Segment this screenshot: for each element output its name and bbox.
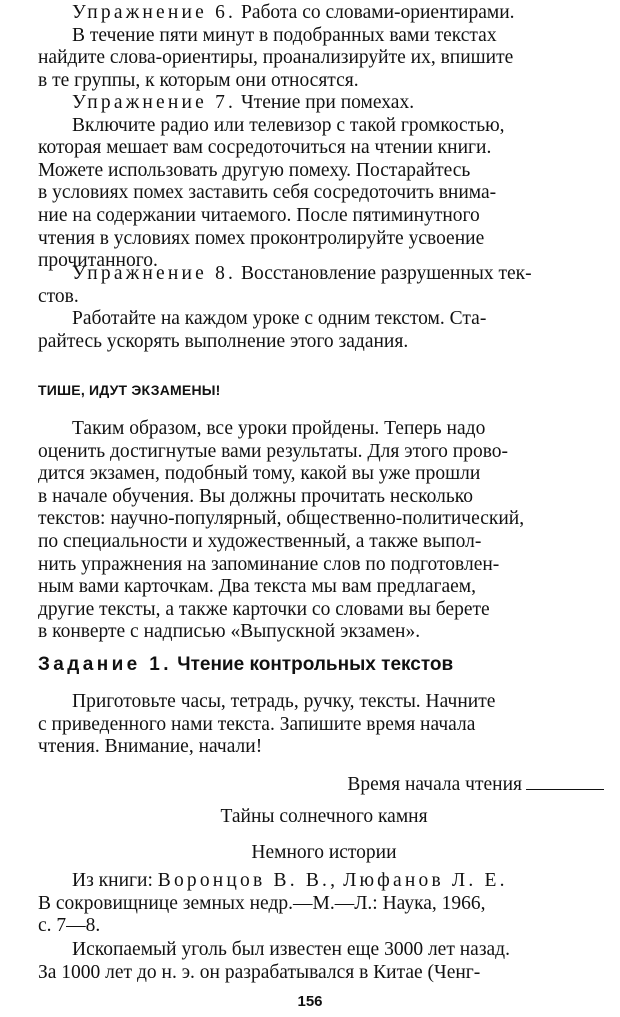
text-line: райтесь ускорять выполнение этого задания. bbox=[38, 330, 409, 352]
exercise-8 bbox=[38, 263, 610, 353]
text-line: Включите радио или телевизор с такой громкостью, bbox=[72, 114, 505, 136]
exercise-7-label: Упражнение 7. bbox=[72, 92, 237, 113]
text-title: Тайны солнечного камня bbox=[220, 806, 428, 827]
text-line: в условиях помех заставить себя сосредоточить внима- bbox=[38, 182, 497, 204]
exercise-8-title: Восстановление разрушенных тек- bbox=[241, 263, 532, 284]
section-heading: ТИШЕ, ИДУТ ЭКЗАМЕНЫ! bbox=[38, 382, 221, 398]
exercise-7 bbox=[38, 92, 610, 273]
text-line: Ископаемый уголь был известен еще 3000 лет назад. bbox=[72, 939, 510, 960]
reading-start-label: Время начала чтения bbox=[347, 774, 522, 795]
exercise-6 bbox=[38, 2, 610, 92]
exercise-7-title: Чтение при помехах. bbox=[241, 92, 415, 113]
text-line: дится экзамен, подобный тому, какой вы уже прошли bbox=[38, 463, 481, 485]
text-line: по специальности и художественный, а также выпол- bbox=[38, 530, 482, 552]
text-line: в начале обучения. Вы должны прочитать несколько bbox=[38, 485, 473, 507]
text-line: Таким образом, все уроки пройдены. Теперь надо bbox=[72, 418, 486, 439]
text-line: найдите слова-ориентиры, проанализируйте их, впишите bbox=[38, 47, 514, 69]
source-author-2: Люфанов Л. Е. bbox=[343, 870, 508, 891]
text-line: в конверте с надписью «Выпускной экзамен». bbox=[38, 621, 421, 643]
task-paragraph bbox=[38, 691, 610, 759]
task-1-label: Задание 1. bbox=[38, 654, 172, 675]
text-line: с приведенного нами текста. Запишите время начала bbox=[38, 713, 476, 735]
task-1-heading bbox=[38, 654, 453, 676]
text-line: оценить достигнутые вами результаты. Для этого прово- bbox=[38, 440, 509, 462]
exam-paragraph bbox=[38, 418, 610, 644]
exercise-8-title-end: стов. bbox=[38, 285, 79, 307]
text-line: чтения в условиях помех проконтролируйте усвоение bbox=[38, 227, 485, 249]
exercise-6-title: Работа со словами-ориентирами. bbox=[241, 2, 515, 23]
text-line: За 1000 лет до н. э. он разрабатывался в Китае (Ченг- bbox=[38, 961, 481, 983]
text-line: чтения. Внимание, начали! bbox=[38, 736, 263, 758]
time-blank-line bbox=[526, 789, 604, 790]
text-line: с. 7—8. bbox=[38, 915, 101, 937]
source-author-1: Воронцов В. В., bbox=[157, 870, 339, 891]
text-line: которая мешает вам сосредоточиться на чтении книги. bbox=[38, 137, 492, 159]
final-paragraph bbox=[38, 939, 610, 984]
text-line: другие тексты, а также карточки со словами вы берете bbox=[38, 598, 490, 620]
text-line: Работайте на каждом уроке с одним текстом. Ста- bbox=[72, 308, 487, 330]
source-citation bbox=[38, 870, 610, 938]
text-line: в те группы, к которым они относятся. bbox=[38, 69, 359, 91]
text-line: прочитанного. bbox=[38, 250, 158, 272]
text-line: В сокровищнице земных недр.—М.—Л.: Наука, 1966, bbox=[38, 892, 486, 914]
text-line: нить упражнения на запоминание слов по подготовлен- bbox=[38, 553, 500, 575]
task-1-title: Чтение контрольных текстов bbox=[177, 654, 454, 675]
text-line: Приготовьте часы, тетрадь, ручку, тексты. Начните bbox=[72, 691, 496, 712]
text-line: В течение пяти минут в подобранных вами текстах bbox=[72, 24, 497, 46]
text-line: ние на содержании читаемого. После пятиминутного bbox=[38, 204, 480, 226]
exercise-6-label: Упражнение 6. bbox=[72, 2, 237, 23]
source-prefix: Из книги: bbox=[72, 870, 153, 891]
reading-start-field bbox=[347, 774, 604, 796]
text-subtitle: Немного истории bbox=[251, 842, 397, 863]
text-line: ным вами карточкам. Два текста мы вам предлагаем, bbox=[38, 576, 477, 598]
text-line: текстов: научно-популярный, общественно-политический, bbox=[38, 508, 525, 530]
text-line: Можете использовать другую помеху. Постарайтесь bbox=[38, 159, 471, 181]
exercise-8-label: Упражнение 8. bbox=[72, 263, 237, 284]
page-number: 156 bbox=[297, 993, 323, 1010]
